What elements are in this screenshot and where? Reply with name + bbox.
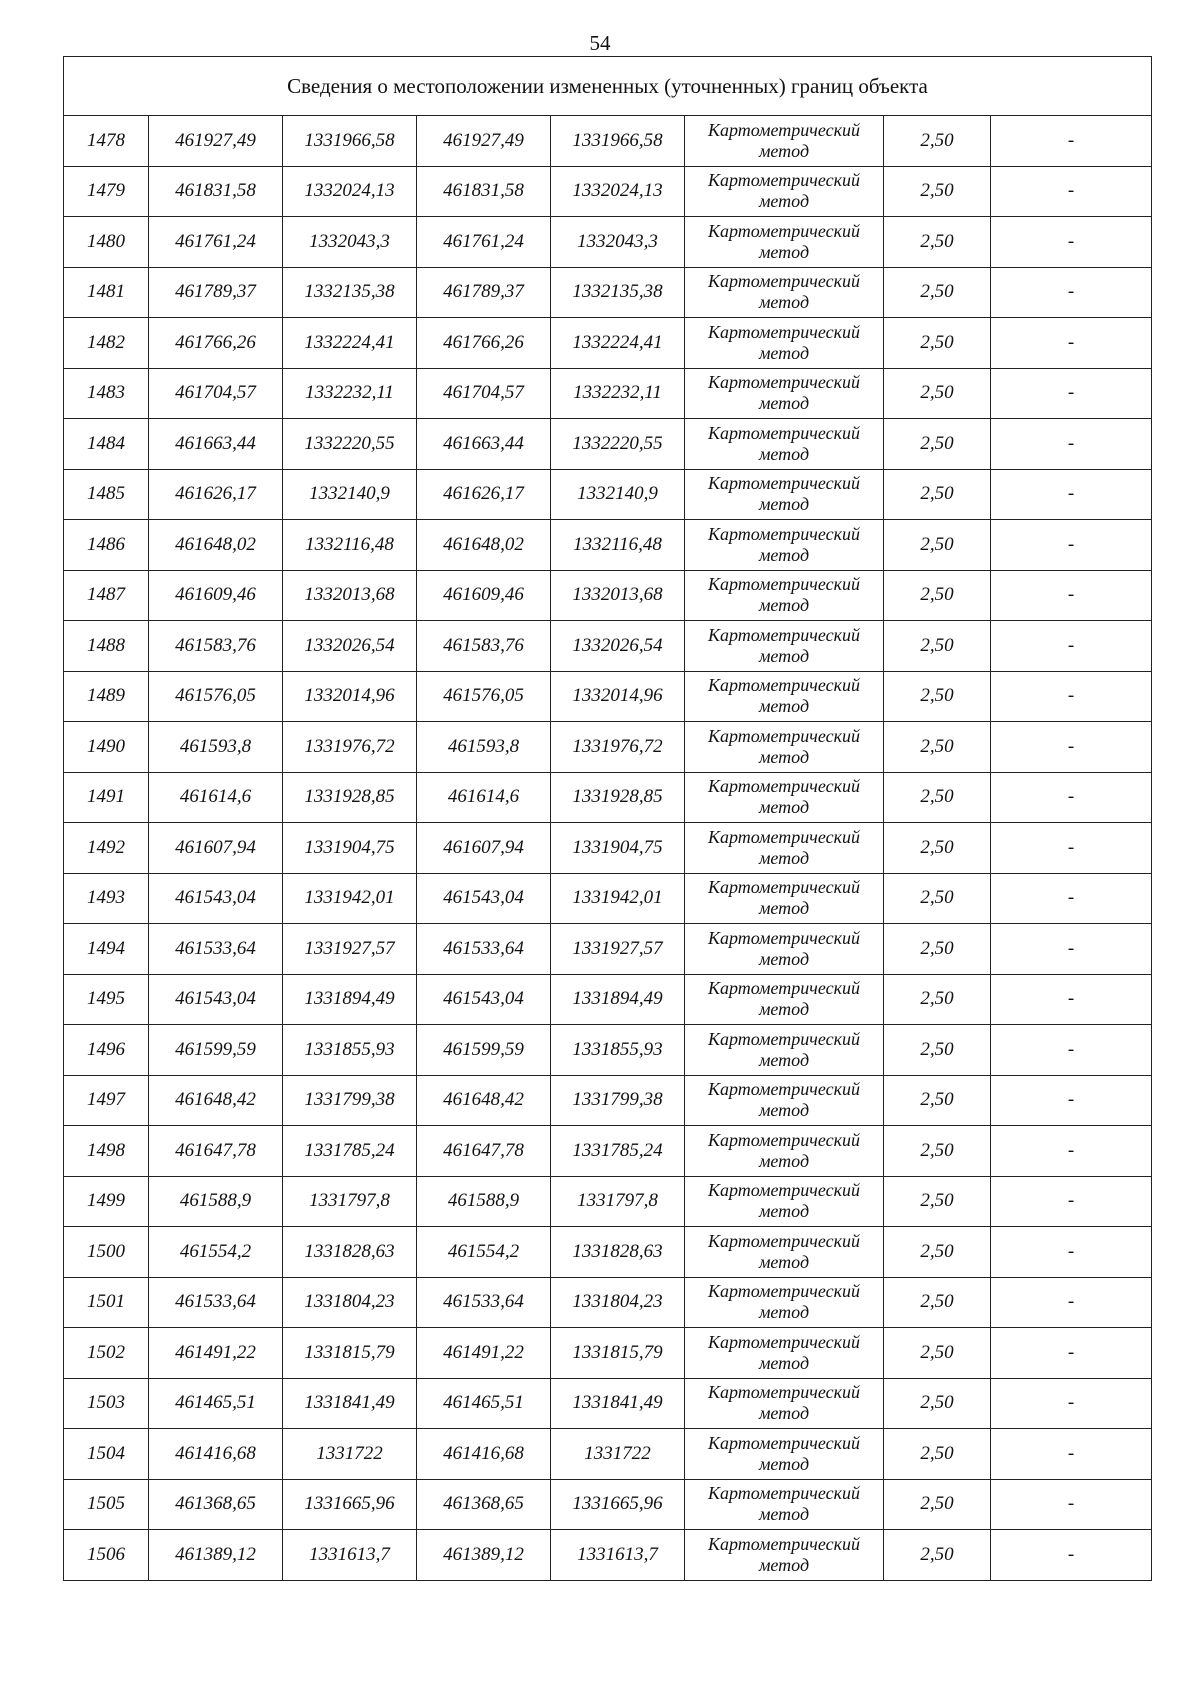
point-number-cell: 1486 [64,520,149,571]
existing-y-cell: 1331785,24 [283,1126,417,1177]
refined-y-cell: 1331927,57 [551,924,685,975]
refined-x-cell: 461543,04 [417,974,551,1025]
existing-x-cell: 461648,02 [149,520,283,571]
existing-y-cell: 1332024,13 [283,166,417,217]
point-number-cell: 1485 [64,469,149,520]
existing-y-cell: 1331976,72 [283,722,417,773]
method-cell: Картометрический метод [685,570,884,621]
accuracy-cell: 2,50 [884,368,991,419]
point-number-cell: 1480 [64,217,149,268]
method-cell: Картометрический метод [685,217,884,268]
accuracy-cell: 2,50 [884,116,991,167]
existing-y-cell: 1331722 [283,1429,417,1480]
table-row [64,924,1152,975]
existing-x-cell: 461766,26 [149,318,283,369]
method-cell: Картометрический метод [685,318,884,369]
existing-y-cell: 1331942,01 [283,873,417,924]
method-cell: Картометрический метод [685,520,884,571]
accuracy-cell: 2,50 [884,267,991,318]
note-cell: - [991,1176,1152,1227]
note-cell: - [991,1025,1152,1076]
note-cell: - [991,1429,1152,1480]
existing-x-cell: 461533,64 [149,924,283,975]
accuracy-cell: 2,50 [884,772,991,823]
refined-y-cell: 1332220,55 [551,419,685,470]
note-cell: - [991,570,1152,621]
refined-y-cell: 1331841,49 [551,1378,685,1429]
point-number-cell: 1505 [64,1479,149,1530]
existing-y-cell: 1332220,55 [283,419,417,470]
refined-x-cell: 461648,42 [417,1075,551,1126]
refined-x-cell: 461389,12 [417,1530,551,1581]
point-number-cell: 1499 [64,1176,149,1227]
existing-x-cell: 461554,2 [149,1227,283,1278]
note-cell: - [991,924,1152,975]
refined-y-cell: 1332224,41 [551,318,685,369]
refined-y-cell: 1331894,49 [551,974,685,1025]
note-cell: - [991,1378,1152,1429]
accuracy-cell: 2,50 [884,1227,991,1278]
accuracy-cell: 2,50 [884,671,991,722]
note-cell: - [991,1479,1152,1530]
boundary-coordinates-table [63,56,1152,1581]
note-cell: - [991,368,1152,419]
point-number-cell: 1492 [64,823,149,874]
accuracy-cell: 2,50 [884,1277,991,1328]
existing-x-cell: 461465,51 [149,1378,283,1429]
point-number-cell: 1489 [64,671,149,722]
method-cell: Картометрический метод [685,469,884,520]
table-row [64,621,1152,672]
refined-x-cell: 461607,94 [417,823,551,874]
accuracy-cell: 2,50 [884,823,991,874]
table-row [64,570,1152,621]
table-row [64,520,1152,571]
existing-x-cell: 461583,76 [149,621,283,672]
method-cell: Картометрический метод [685,621,884,672]
existing-y-cell: 1332014,96 [283,671,417,722]
point-number-cell: 1483 [64,368,149,419]
refined-y-cell: 1332013,68 [551,570,685,621]
existing-y-cell: 1331613,7 [283,1530,417,1581]
note-cell: - [991,1530,1152,1581]
existing-x-cell: 461663,44 [149,419,283,470]
page-number: 54 [589,31,611,55]
existing-x-cell: 461927,49 [149,116,283,167]
table-row [64,1126,1152,1177]
table-body [64,116,1152,1581]
table-title-row [64,57,1152,116]
refined-x-cell: 461647,78 [417,1126,551,1177]
note-cell: - [991,419,1152,470]
method-cell: Картометрический метод [685,116,884,167]
point-number-cell: 1490 [64,722,149,773]
point-number-cell: 1487 [64,570,149,621]
method-cell: Картометрический метод [685,974,884,1025]
table-row [64,873,1152,924]
point-number-cell: 1481 [64,267,149,318]
existing-y-cell: 1331841,49 [283,1378,417,1429]
table-row [64,823,1152,874]
note-cell: - [991,671,1152,722]
existing-y-cell: 1332232,11 [283,368,417,419]
point-number-cell: 1491 [64,772,149,823]
table-row [64,1479,1152,1530]
existing-x-cell: 461368,65 [149,1479,283,1530]
accuracy-cell: 2,50 [884,924,991,975]
note-cell: - [991,1075,1152,1126]
existing-x-cell: 461761,24 [149,217,283,268]
existing-x-cell: 461576,05 [149,671,283,722]
table-title: Сведения о местоположении измененных (уточненных) границ объекта [64,57,1152,116]
refined-x-cell: 461614,6 [417,772,551,823]
refined-x-cell: 461583,76 [417,621,551,672]
existing-x-cell: 461416,68 [149,1429,283,1480]
refined-y-cell: 1331966,58 [551,116,685,167]
method-cell: Картометрический метод [685,166,884,217]
table-row [64,166,1152,217]
note-cell: - [991,974,1152,1025]
table-row [64,368,1152,419]
method-cell: Картометрический метод [685,1479,884,1530]
table-row [64,1227,1152,1278]
point-number-cell: 1482 [64,318,149,369]
refined-y-cell: 1331815,79 [551,1328,685,1379]
method-cell: Картометрический метод [685,1530,884,1581]
table-row [64,1277,1152,1328]
refined-x-cell: 461789,37 [417,267,551,318]
point-number-cell: 1503 [64,1378,149,1429]
table-row [64,1025,1152,1076]
point-number-cell: 1500 [64,1227,149,1278]
refined-x-cell: 461831,58 [417,166,551,217]
table-row [64,217,1152,268]
note-cell: - [991,1227,1152,1278]
refined-y-cell: 1331613,7 [551,1530,685,1581]
point-number-cell: 1496 [64,1025,149,1076]
refined-x-cell: 461543,04 [417,873,551,924]
table-row [64,974,1152,1025]
accuracy-cell: 2,50 [884,469,991,520]
refined-x-cell: 461416,68 [417,1429,551,1480]
note-cell: - [991,873,1152,924]
table-row [64,469,1152,520]
method-cell: Картометрический метод [685,1277,884,1328]
existing-x-cell: 461831,58 [149,166,283,217]
note-cell: - [991,166,1152,217]
refined-x-cell: 461648,02 [417,520,551,571]
existing-y-cell: 1331927,57 [283,924,417,975]
refined-y-cell: 1332024,13 [551,166,685,217]
refined-x-cell: 461766,26 [417,318,551,369]
refined-y-cell: 1331799,38 [551,1075,685,1126]
note-cell: - [991,1328,1152,1379]
accuracy-cell: 2,50 [884,1176,991,1227]
method-cell: Картометрический метод [685,1126,884,1177]
existing-x-cell: 461593,8 [149,722,283,773]
refined-x-cell: 461593,8 [417,722,551,773]
method-cell: Картометрический метод [685,1227,884,1278]
existing-y-cell: 1332224,41 [283,318,417,369]
refined-x-cell: 461533,64 [417,1277,551,1328]
table-row [64,1429,1152,1480]
point-number-cell: 1506 [64,1530,149,1581]
refined-y-cell: 1331722 [551,1429,685,1480]
point-number-cell: 1479 [64,166,149,217]
refined-y-cell: 1332014,96 [551,671,685,722]
existing-y-cell: 1332026,54 [283,621,417,672]
note-cell: - [991,217,1152,268]
note-cell: - [991,520,1152,571]
existing-x-cell: 461543,04 [149,974,283,1025]
refined-y-cell: 1331928,85 [551,772,685,823]
existing-y-cell: 1331799,38 [283,1075,417,1126]
accuracy-cell: 2,50 [884,520,991,571]
note-cell: - [991,469,1152,520]
existing-y-cell: 1331828,63 [283,1227,417,1278]
refined-y-cell: 1332140,9 [551,469,685,520]
existing-x-cell: 461789,37 [149,267,283,318]
existing-y-cell: 1331855,93 [283,1025,417,1076]
point-number-cell: 1494 [64,924,149,975]
method-cell: Картометрический метод [685,1176,884,1227]
note-cell: - [991,267,1152,318]
point-number-cell: 1478 [64,116,149,167]
point-number-cell: 1498 [64,1126,149,1177]
method-cell: Картометрический метод [685,772,884,823]
refined-y-cell: 1332135,38 [551,267,685,318]
table-row [64,1328,1152,1379]
accuracy-cell: 2,50 [884,166,991,217]
point-number-cell: 1497 [64,1075,149,1126]
refined-y-cell: 1331785,24 [551,1126,685,1177]
point-number-cell: 1493 [64,873,149,924]
existing-y-cell: 1331804,23 [283,1277,417,1328]
note-cell: - [991,1277,1152,1328]
existing-y-cell: 1332140,9 [283,469,417,520]
existing-y-cell: 1332013,68 [283,570,417,621]
refined-y-cell: 1332043,3 [551,217,685,268]
note-cell: - [991,772,1152,823]
accuracy-cell: 2,50 [884,1025,991,1076]
existing-y-cell: 1331665,96 [283,1479,417,1530]
refined-x-cell: 461588,9 [417,1176,551,1227]
method-cell: Картометрический метод [685,1429,884,1480]
refined-x-cell: 461626,17 [417,469,551,520]
note-cell: - [991,823,1152,874]
existing-x-cell: 461648,42 [149,1075,283,1126]
refined-y-cell: 1332026,54 [551,621,685,672]
existing-y-cell: 1331797,8 [283,1176,417,1227]
accuracy-cell: 2,50 [884,318,991,369]
existing-x-cell: 461588,9 [149,1176,283,1227]
note-cell: - [991,621,1152,672]
accuracy-cell: 2,50 [884,217,991,268]
method-cell: Картометрический метод [685,1075,884,1126]
existing-x-cell: 461607,94 [149,823,283,874]
existing-x-cell: 461626,17 [149,469,283,520]
table-row [64,1075,1152,1126]
method-cell: Картометрический метод [685,873,884,924]
existing-y-cell: 1332135,38 [283,267,417,318]
existing-x-cell: 461543,04 [149,873,283,924]
accuracy-cell: 2,50 [884,1378,991,1429]
accuracy-cell: 2,50 [884,1429,991,1480]
refined-x-cell: 461927,49 [417,116,551,167]
accuracy-cell: 2,50 [884,1479,991,1530]
table-row [64,419,1152,470]
existing-y-cell: 1332043,3 [283,217,417,268]
method-cell: Картометрический метод [685,823,884,874]
refined-x-cell: 461491,22 [417,1328,551,1379]
table-row [64,772,1152,823]
refined-y-cell: 1331904,75 [551,823,685,874]
refined-y-cell: 1332232,11 [551,368,685,419]
refined-x-cell: 461599,59 [417,1025,551,1076]
refined-x-cell: 461609,46 [417,570,551,621]
existing-x-cell: 461491,22 [149,1328,283,1379]
accuracy-cell: 2,50 [884,873,991,924]
accuracy-cell: 2,50 [884,722,991,773]
table-row [64,318,1152,369]
refined-x-cell: 461533,64 [417,924,551,975]
existing-x-cell: 461389,12 [149,1530,283,1581]
existing-x-cell: 461647,78 [149,1126,283,1177]
refined-x-cell: 461465,51 [417,1378,551,1429]
existing-y-cell: 1331815,79 [283,1328,417,1379]
existing-y-cell: 1331928,85 [283,772,417,823]
refined-x-cell: 461704,57 [417,368,551,419]
table-row [64,116,1152,167]
accuracy-cell: 2,50 [884,1328,991,1379]
refined-x-cell: 461368,65 [417,1479,551,1530]
existing-x-cell: 461599,59 [149,1025,283,1076]
accuracy-cell: 2,50 [884,1126,991,1177]
refined-y-cell: 1331665,96 [551,1479,685,1530]
table-row [64,722,1152,773]
refined-y-cell: 1331828,63 [551,1227,685,1278]
note-cell: - [991,318,1152,369]
refined-y-cell: 1331976,72 [551,722,685,773]
table-row [64,1530,1152,1581]
method-cell: Картометрический метод [685,1378,884,1429]
accuracy-cell: 2,50 [884,1075,991,1126]
method-cell: Картометрический метод [685,267,884,318]
existing-y-cell: 1332116,48 [283,520,417,571]
table-row [64,1176,1152,1227]
existing-x-cell: 461533,64 [149,1277,283,1328]
point-number-cell: 1502 [64,1328,149,1379]
accuracy-cell: 2,50 [884,419,991,470]
point-number-cell: 1504 [64,1429,149,1480]
point-number-cell: 1484 [64,419,149,470]
table-row [64,671,1152,722]
note-cell: - [991,116,1152,167]
method-cell: Картометрический метод [685,722,884,773]
method-cell: Картометрический метод [685,1025,884,1076]
refined-y-cell: 1331942,01 [551,873,685,924]
existing-y-cell: 1331894,49 [283,974,417,1025]
point-number-cell: 1488 [64,621,149,672]
refined-x-cell: 461554,2 [417,1227,551,1278]
note-cell: - [991,722,1152,773]
table-row [64,1378,1152,1429]
method-cell: Картометрический метод [685,924,884,975]
existing-y-cell: 1331966,58 [283,116,417,167]
accuracy-cell: 2,50 [884,1530,991,1581]
point-number-cell: 1501 [64,1277,149,1328]
method-cell: Картометрический метод [685,419,884,470]
method-cell: Картометрический метод [685,671,884,722]
existing-x-cell: 461704,57 [149,368,283,419]
refined-y-cell: 1331804,23 [551,1277,685,1328]
refined-x-cell: 461576,05 [417,671,551,722]
method-cell: Картометрический метод [685,368,884,419]
existing-y-cell: 1331904,75 [283,823,417,874]
refined-x-cell: 461761,24 [417,217,551,268]
accuracy-cell: 2,50 [884,974,991,1025]
refined-y-cell: 1331855,93 [551,1025,685,1076]
point-number-cell: 1495 [64,974,149,1025]
accuracy-cell: 2,50 [884,621,991,672]
refined-y-cell: 1332116,48 [551,520,685,571]
note-cell: - [991,1126,1152,1177]
existing-x-cell: 461609,46 [149,570,283,621]
refined-x-cell: 461663,44 [417,419,551,470]
table-row [64,267,1152,318]
refined-y-cell: 1331797,8 [551,1176,685,1227]
existing-x-cell: 461614,6 [149,772,283,823]
method-cell: Картометрический метод [685,1328,884,1379]
accuracy-cell: 2,50 [884,570,991,621]
